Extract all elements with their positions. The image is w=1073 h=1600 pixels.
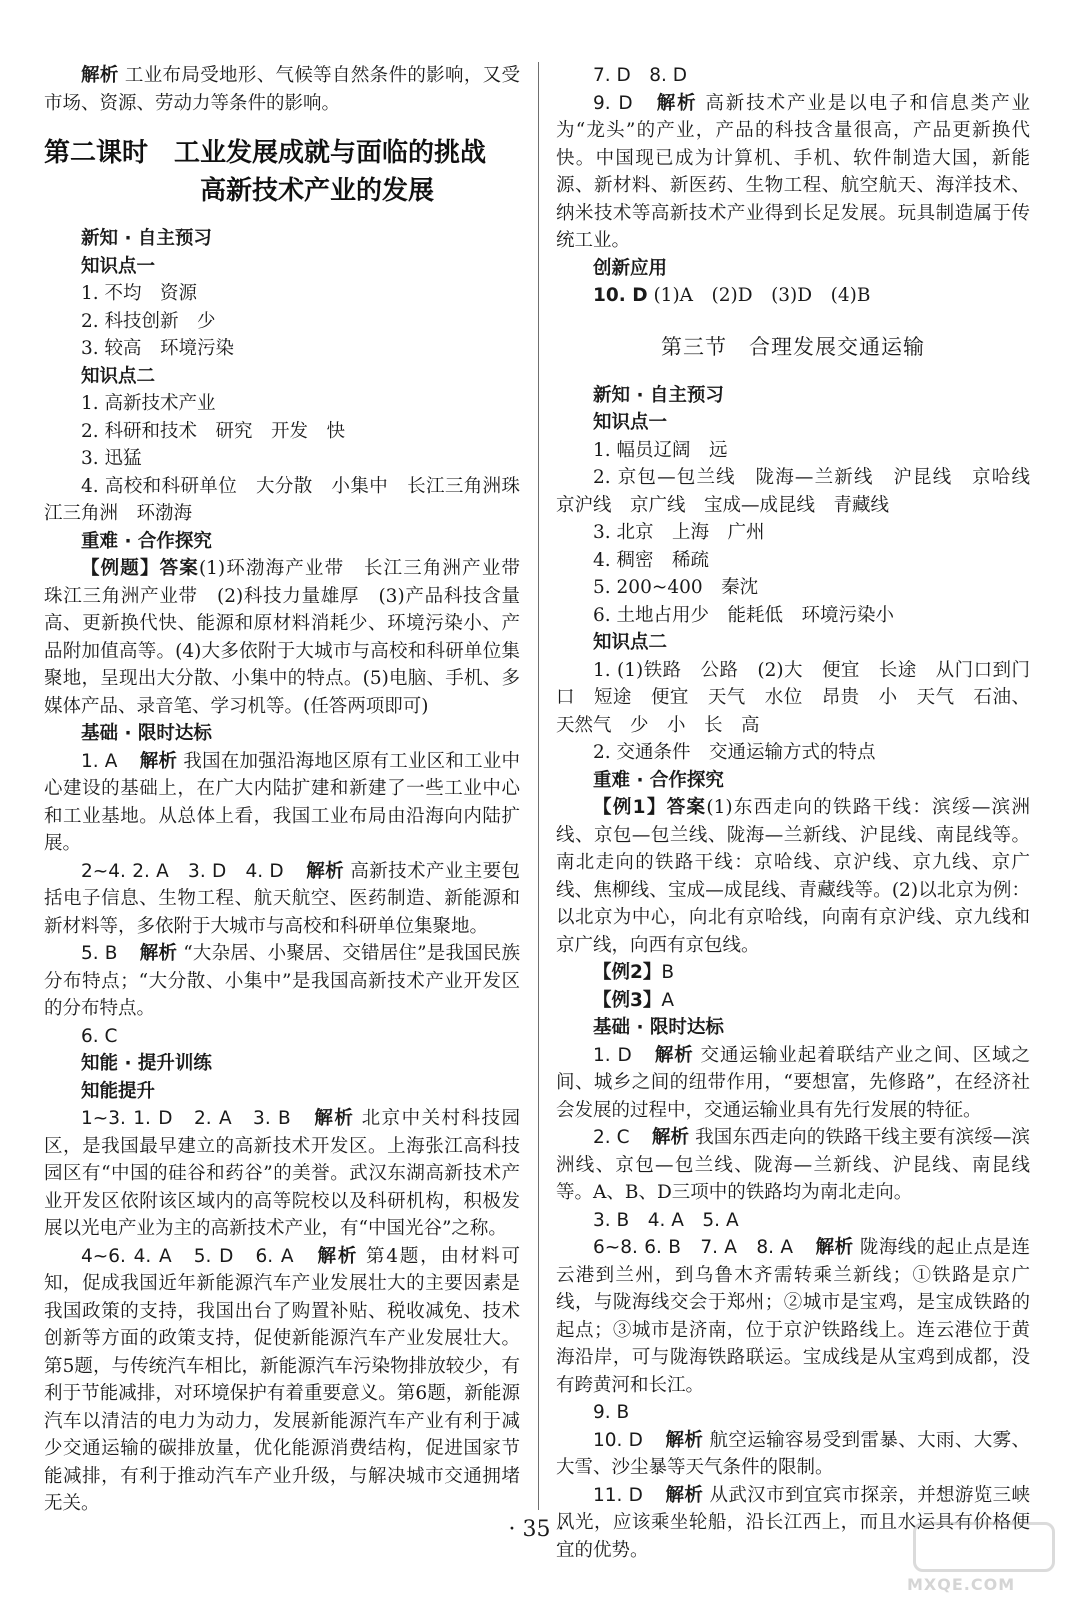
answer-item [556,1234,1030,1399]
list-item: 2. 科研和技术 研究 开发 快 [81,420,346,442]
example-label: 【例3】 [593,989,662,1011]
answer-item [556,282,1030,310]
section-heading-explore: 重难 · 合作探究 [81,530,212,552]
lesson-title-line2: 高新技术产业的发展 [199,176,434,206]
analysis-text: 高新技术产业是以电子和信息类产业为“龙头”的产业，产品的科技含量很高，产品更新换代快。中国现已成为计算机、手机、软件制造大国，新能源、新材料、新医药、生物工程、航空航天、海洋技术、纳米技术等高新技术产业得到长足发展。玩具制造属于传统工业。 [556,92,1030,251]
page-number: · 35 · [508,1517,565,1542]
answer-item [44,1105,520,1243]
analysis-label: 解析 [651,1127,690,1148]
section-heading-improve: 知能 · 提升训练 [81,1053,212,1074]
analysis-text: 交通运输业起着联结产业之间、区域之间、城乡之间的纽带作用，“要想富，先修路”，在经济社会发展的过程中，交通运输业具有先行发展的特征。 [556,1044,1030,1121]
section-heading-preview: 新知 · 自主预习 [81,228,212,249]
analysis-label: 解析 [654,92,698,114]
analysis-text: 我国东西走向的铁路干线主要有滨绥—滨洲线、京包—包兰线、陇海—兰新线、沪昆线、南昆线等。A、B、D三项中的铁路均为南北走向。 [556,1127,1030,1203]
right-column [556,62,1049,1564]
answer-item: 6. C [81,1025,118,1047]
list-item: 5. 200~400 秦沈 [593,577,759,598]
section-title: 第三节 合理发展交通运输 [661,334,925,359]
answer-key: 5. B [81,943,118,964]
analysis-label: 解析 [81,65,119,86]
example-answer [556,959,1030,987]
list-item: 4. 高校和科研单位 大分散 小集中 长江三角洲珠江三角洲 环渤海 [44,475,520,524]
analysis-label: 解析 [815,1237,854,1258]
analysis-label: 解析 [139,943,178,964]
answer-key: 1. A [81,750,118,772]
example-label: 【例1】答案 [593,797,707,818]
answer-item: 7. D 8. D [593,65,688,86]
section-heading-preview: 新知 · 自主预习 [593,384,724,406]
analysis-text: 北京中关村科技园区，是我国最早建立的高新技术开发区。上海张江高科技园区有“中国的硅谷和药谷”的美誉。武汉东湖高新技术产业开发区依附该区域内的高等院校以及科研机构，积极发展以光电产业为主的高新技术产业，有“中国光谷”之称。 [44,1108,520,1239]
list-item: 3. 北京 上海 广州 [593,522,765,543]
answer-item [556,1042,1030,1125]
knowledge-point-2: 知识点二 [81,365,156,387]
example-answer [44,555,539,720]
answer-item [44,748,520,858]
example-text: B [661,962,675,983]
list-item: 3. 迅猛 [81,448,142,469]
answer-item [44,858,520,941]
section-heading-basic: 基础 · 限时达标 [593,1017,724,1038]
list-item: 4. 稠密 稀疏 [593,549,710,571]
list-item: 2. 科技创新 少 [81,310,216,332]
section-heading-basic: 基础 · 限时达标 [81,723,212,744]
answer-key: 6~8. 6. B 7. A 8. A [593,1237,793,1258]
watermark-logo [907,1522,1057,1594]
list-item: 2. 交通条件 交通运输方式的特点 [593,742,876,763]
list-item: 3. 较高 环境污染 [81,338,235,359]
analysis-text: “大杂居、小聚居、交错居住”是我国民族分布特点；“大分散、小集中”是我国高新技术产业开发区的分布特点。 [44,943,520,1019]
analysis-text: 航空运输容易受到雷暴、大雨、大雾、大雪、沙尘暴等天气条件的限制。 [556,1429,1030,1478]
example-text: A [661,989,675,1011]
answer-item [44,1243,520,1518]
answer-key: 10. D [593,1429,643,1451]
answer-key: 1. D [593,1044,632,1066]
watermark-frame-icon [913,1522,1055,1572]
list-item: 1. 高新技术产业 [81,393,216,414]
answer-item [44,940,520,1023]
answer-item [556,90,1030,255]
analysis-label: 解析 [312,1108,355,1129]
list-item: 6. 土地占用少 能耗低 环境污染小 [593,604,895,626]
example-text: (1)东西走向的铁路干线：滨绥—滨洲线、京包—包兰线、陇海—兰新线、沪昆线、南昆线等。南北走向的铁路干线：京哈线、京沪线、京九线、京广线、焦柳线、宝成—成昆线、青藏线等。(2)以北京为例：以北京为中心，向北有京哈线，向南有京沪线、京九线和京广线，向西有京包线。 [556,797,1030,956]
analysis-text: 我国在加强沿海地区原有工业区和工业中心建设的基础上，在广大内陆扩建和新建了一些工业中心和工业基地。从总体上看，我国工业布局由沿海向内陆扩展。 [44,750,520,854]
answer-key: 4~6. 4. A 5. D 6. A [81,1245,294,1267]
answer-item: 3. B 4. A 5. A [593,1209,739,1231]
example-answer [556,794,1030,959]
example-answer [556,987,1030,1015]
watermark-text: MXQE.COM [907,1575,1016,1594]
list-item: 1. 不均 资源 [81,283,198,304]
answer-item: 9. B [593,1402,630,1423]
analysis-label: 解析 [665,1429,704,1451]
knowledge-point-1: 知识点一 [593,412,668,433]
example-label: 【例2】 [593,962,662,983]
analysis-label: 解析 [665,1484,704,1506]
intro-paragraph [44,62,520,117]
left-column [44,62,539,1518]
analysis-label: 解析 [653,1044,694,1066]
analysis-label: 解析 [139,750,178,772]
column-divider [538,62,539,1510]
example-text: (1)环渤海产业带 长江三角洲产业带 珠江三角洲产业带 (2)科技力量雄厚 (3)产品科技含量高、更新换代快、能源和原材料消耗少、环境污染小、产品附加值高等。(4)大多依附于大城市与高校和科研单位集聚地，呈现出大分散、小集中的特点。(5)电脑、手机、多媒体产品、录音笔、学习机等。(任答两项即可) [44,558,539,717]
list-item: 2. 京包—包兰线 陇海—兰新线 沪昆线 京哈线 京沪线 京广线 宝成—成昆线 青藏线 [556,467,1049,516]
answer-key: 1~3. 1. D 2. A 3. B [81,1108,291,1129]
knowledge-point-1: 知识点一 [81,255,156,277]
answer-item [556,1124,1030,1207]
answer-key: 9. D [593,92,633,114]
analysis-label: 解析 [315,1245,359,1267]
subsection-heading: 知能提升 [81,1080,156,1102]
lesson-title-line1: 第二课时 工业发展成就与面临的挑战 [44,138,487,168]
knowledge-point-2: 知识点二 [593,632,668,653]
analysis-text: 第4题，由材料可知，促成我国近年新能源汽车产业发展壮大的主要因素是我国政策的支持，我国出台了购置补贴、税收减免、技术创新等方面的政策支持，促使新能源汽车产业发展壮大。第5题，与传统汽车相比，新能源汽车污染物排放较少，有利于节能减排，对环境保护有着重要意义。第6题，新能源汽车以清洁的电力为动力，发展新能源汽车产业有利于减少交通运输的碳排放量，优化能源消费结构，促进国家节能减排，有利于推动汽车产业升级，与解决城市交通拥堵无关。 [44,1245,520,1514]
answer-key: 2~4. 2. A 3. D 4. D [81,860,284,882]
answer-label: 10. D [593,285,648,306]
list-item: 1. 幅员辽阔 远 [593,439,728,461]
answer-item [556,1427,1030,1482]
list-item: 1. (1)铁路 公路 (2)大 便宜 长途 从门口到门口 短途 便宜 天气 水位 昂贵 小 天气 石油、天然气 少 小 长 高 [556,659,1030,736]
analysis-label: 解析 [305,860,345,882]
analysis-text: 陇海线的起止点是连云港到兰州，到乌鲁木齐需转乘兰新线；①铁路是京广线，与陇海线交会于郑州；②城市是宝鸡，是宝成铁路的起点；③城市是济南，位于京沪铁路线上。连云港位于黄海沿岸，可与陇海铁路联运。宝成线是从宝鸡到成都，没有跨黄河和长江。 [556,1237,1030,1396]
answer-text: (1)A (2)D (3)D (4)B [653,285,871,306]
section-heading-explore: 重难 · 合作探究 [593,769,724,791]
answer-key: 11. D [593,1484,643,1506]
answer-key: 2. C [593,1127,630,1148]
example-label: 【例题】答案 [81,558,199,579]
analysis-text: 工业布局受地形、气候等自然条件的影响，又受市场、资源、劳动力等条件的影响。 [44,65,520,114]
analysis-text: 高新技术产业主要包括电子信息、生物工程、航天航空、医药制造、新能源和新材料等，多依附于大城市与高校和科研单位集聚地。 [44,860,520,937]
analysis-text: 从武汉市到宜宾市探亲，并想游览三峡风光，应该乘坐轮船，沿长江西上，而且水运具有价格便宜的优势。 [556,1484,1030,1561]
subsection-heading: 创新应用 [593,257,668,279]
